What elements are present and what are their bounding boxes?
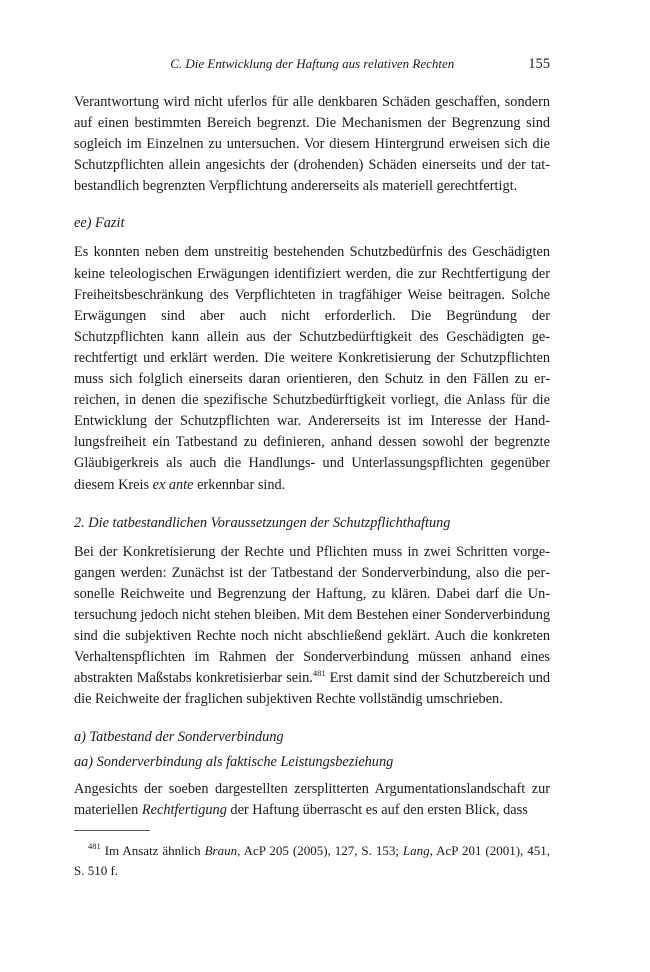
footnote-number: 481 (88, 840, 101, 851)
heading-section-2: 2. Die tatbestandlichen Voraussetzungen der Schutzpflichthaftung (74, 514, 451, 531)
footnote-481 (74, 841, 550, 881)
paragraph-2 (74, 242, 550, 495)
footnote-divider (74, 830, 150, 831)
paragraph-3-text-a: Bei der Konkretisierung der Rechte und Pflichten muss in zwei Schritten vorgegangen werden: Zunächst ist der Tatbestand der Sonderverbindung, also die personelle Reichweite und Begrenzung der Haftung, zu klären. Dabei darf die Untersuchung jedoch nicht stehen bleiben. Mit dem Bestehen einer Sonderverbindung sind die subjektiven Rechte noch nicht abschließend geklärt. Auch die konkreten Verhaltenspflichten im Rahmen der Sonderverbindung müssen anhand eines abstrakten Maßstabs konkretisierbar sein. (74, 543, 550, 687)
paragraph-4-text-b: der Haftung überrascht es auf den ersten Blick, dass (226, 802, 528, 819)
footnote-author-lang: Lang (402, 842, 430, 858)
paragraph-4-text-a: Angesichts der soeben dargestellten zersplitterten Argumentationslandschaft zur materiellen (74, 781, 550, 819)
footnote-text-c: , AcP 201 (2001), 451, S. 510 f. (74, 842, 550, 878)
heading-ee-fazit: ee) Fazit (74, 215, 125, 232)
paragraph-1: Verantwortung wird nicht uferlos für alle denkbaren Schäden geschaffen, sondern auf einen bestimmten Bereich begrenzt. Die Mechanismen der Begrenzung sind sogleich im Einzelnen zu untersuchen. Vor diesem Hintergrund erweisen sich die Schutzpflichten allein angesichts der (drohenden) Schäden einerseits und der tatbestandlich begrenzten Verpflichtung andererseits als materiell gerechtfertigt. (74, 94, 550, 195)
paragraph-3-text-b: Erst damit sind der Schutzbereich und die Reichweite der fraglichen subjektiven Rechte vollständig umschrieben. (74, 670, 551, 708)
paragraph-3 (74, 542, 550, 711)
running-title: C. Die Entwicklung der Haftung aus relativen Rechten (170, 56, 455, 71)
footnote-author-braun: Braun (204, 842, 238, 858)
paragraph-2-text-b: erkennbar sind. (193, 476, 286, 493)
running-header (74, 56, 550, 78)
paragraph-2-emphasis: ex ante (152, 476, 194, 493)
footnote-reference[interactable]: 481 (312, 668, 326, 679)
heading-a-tatbestand: a) Tatbestand der Sonderverbindung (74, 729, 284, 746)
heading-aa-sonderverbindung: aa) Sonderverbindung als faktische Leistungsbeziehung (74, 754, 394, 771)
page-number: 155 (528, 56, 550, 72)
paragraph-4-emphasis: Rechtfertigung (141, 802, 227, 819)
footnote-text-b: , AcP 205 (2005), 127, S. 153; (237, 842, 403, 858)
paragraph-4 (74, 779, 550, 821)
paragraph-2-text-a: Es konnten neben dem unstreitig bestehenden Schutzbedürfnis des Geschädigten keine teleologischen Erwägungen identifiziert werden, die zur Rechtfertigung der Freiheitsbeschränkung des Verpflichteten in tragfähiger Weise beitragen. Solche Erwägungen sind aber auch nicht erforderlich. Die Begründung der Schutzpflichten kann allein aus der Schutzbedürftigkeit des Geschädigten gerechtfertigt und erklärt werden. Die weitere Konkretisierung der Schutzpflichten muss sich folglich einerseits daran orientieren, den Schutz in den Fällen zu erreichen, in denen die spezifische Schutzbedürftigkeit vorliegt, die Anlass für die Entwicklung der Schutzpflichten war. Andererseits ist im Interesse der Handlungsfreiheit ein Tatbestand zu definieren, anhand dessen sowohl der begrenzte Gläubigerkreis als auch die Handlungs- und Unterlassungspflichten gegenüber diesem Kreis (74, 244, 550, 493)
footnote-text-a: Im Ansatz ähnlich (100, 842, 205, 858)
book-page (74, 56, 550, 881)
